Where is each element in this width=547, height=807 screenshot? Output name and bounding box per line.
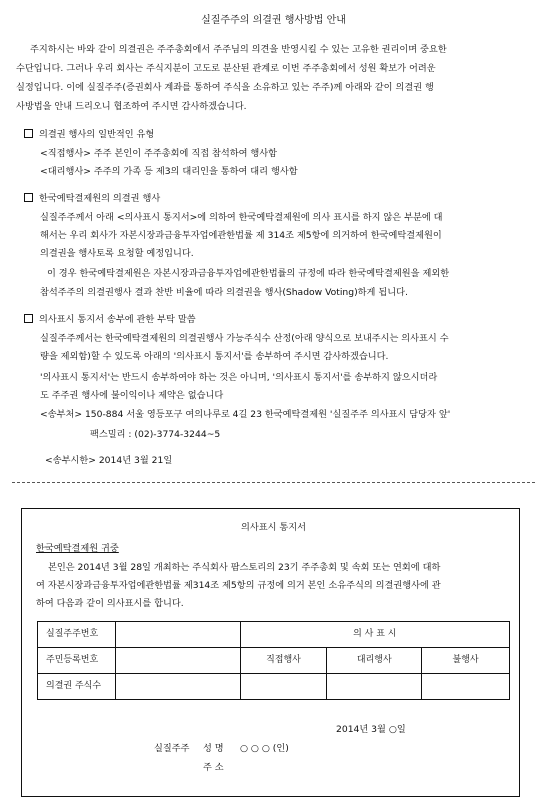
section-heading: 한국예탁결제원의 의결권 행사 [24, 192, 160, 205]
proxy-vote-field[interactable] [327, 674, 422, 700]
row-label: 실질주주번호 [38, 622, 116, 648]
form-recipient: 한국예탁결제원 귀중 [36, 543, 119, 554]
section-line: 의결권을 행사토록 요청할 예정입니다. [40, 248, 194, 259]
form-body-line: 하여 다음과 같이 의사표시를 합니다. [36, 598, 184, 609]
name-field[interactable]: ○ ○ ○ (인) [240, 743, 289, 754]
section-line: 실질주주께서는 한국예탁결제원의 의결권행사 가능주식수 산정(아래 양식으로 보내주시는 의사표시 수 [40, 333, 449, 344]
no-vote-field[interactable] [422, 674, 510, 700]
vote-table [37, 621, 510, 700]
share-count-field[interactable] [115, 674, 240, 700]
section-heading: 의사표시 통지서 송부에 관한 부탁 말씀 [24, 313, 196, 326]
section-line: 이 경우 한국예탁결제원은 자본시장과금융투자업에관한법률의 규정에 따라 한국예탁결제원을 제외한 [47, 268, 450, 279]
signer-label: 실질주주 [154, 743, 190, 754]
address-label: 주 소 [203, 762, 224, 773]
section-line: 해서는 우리 회사가 자본시장과금융투자업에관한법률 제 314조 제5항에 의거하여 한국예탁결제원이 [40, 230, 442, 241]
section-line: <직접행사> 주주 본인이 주주총회에 직접 참석하여 행사함 [40, 148, 278, 159]
direct-vote-field[interactable] [240, 674, 327, 700]
checkbox-square-icon [24, 129, 33, 138]
row-label: 주민등록번호 [38, 648, 116, 674]
send-address: <송부처> 150-884 서울 영등포구 여의나루로 4길 23 한국예탁결제원 '실질주주 의사표시 담당자 앞' [40, 409, 451, 420]
resident-number-field[interactable] [115, 648, 240, 674]
page-title: 실질주주의 의결권 행사방법 안내 [201, 15, 346, 26]
intro-line: 주지하시는 바와 같이 의결권은 주주총회에서 주주님의 의견을 반영시킬 수 있는 고유한 권리이며 중요한 [30, 44, 447, 55]
section-line: 실질주주께서 아래 <의사표시 통지서>에 의하여 한국예탁결제원에 의사 표시를 하지 않은 부분에 대 [40, 212, 443, 223]
vote-column-label: 불행사 [422, 648, 510, 674]
name-label: 성 명 [203, 743, 224, 754]
section-line: 도 주주권 행사에 불이익이나 제약은 없습니다 [40, 390, 224, 401]
checkbox-square-icon [24, 314, 33, 323]
row-label: 의결권 주식수 [38, 674, 116, 700]
form-body-line: 여 자본시장과금융투자업에관한법률 제314조 제5항의 규정에 의거 본인 소유주식의 의결권행사에 관 [36, 580, 441, 591]
vote-column-label: 대리행사 [327, 648, 422, 674]
fax-number: 팩스밀리 : (02)-3774-3244~5 [90, 429, 221, 440]
checkbox-square-icon [24, 193, 33, 202]
section-line: '의사표시 통지서'는 반드시 송부하여야 하는 것은 아니며, '의사표시 통지서'를 송부하지 않으시더라 [40, 372, 438, 383]
intro-line: 수단입니다. 그러나 우리 회사는 주식지분이 고도로 분산된 관계로 이번 주주총회에서 성원 확보가 어려운 [16, 63, 436, 74]
vote-header: 의 사 표 시 [240, 622, 509, 648]
vote-column-label: 직접행사 [240, 648, 327, 674]
send-deadline: <송부시한> 2014년 3월 21일 [45, 455, 173, 466]
form-body-line: 본인은 2014년 3월 28일 개최하는 주식회사 팜스토리의 23기 주주총회 및 속회 또는 연회에 대하 [48, 562, 441, 573]
section-line: 량을 제외함)할 수 있도록 아래의 '의사표시 통지서'를 송부하여 주시면 감사하겠습니다. [40, 351, 389, 362]
intro-line: 사방법을 안내 드리오니 협조하여 주시면 감사하겠습니다. [16, 101, 247, 112]
section-line: <대리행사> 주주의 가족 등 제3의 대리인을 통하여 대리 행사함 [40, 166, 298, 177]
form-date: 2014년 3월 ○일 [336, 724, 406, 735]
intro-line: 실정입니다. 이에 실질주주(증권회사 계좌를 통하여 주식을 소유하고 있는 주주)께 아래와 같이 의결권 행 [16, 82, 434, 93]
cut-line [12, 482, 535, 483]
section-heading: 의결권 행사의 일반적인 유형 [24, 128, 154, 141]
form-title: 의사표시 통지서 [240, 522, 307, 533]
section-line: 참석주주의 의결권행사 결과 찬반 비율에 따라 의결권을 행사(Shadow Voting)하게 됩니다. [40, 287, 408, 298]
shareholder-number-field[interactable] [115, 622, 240, 648]
